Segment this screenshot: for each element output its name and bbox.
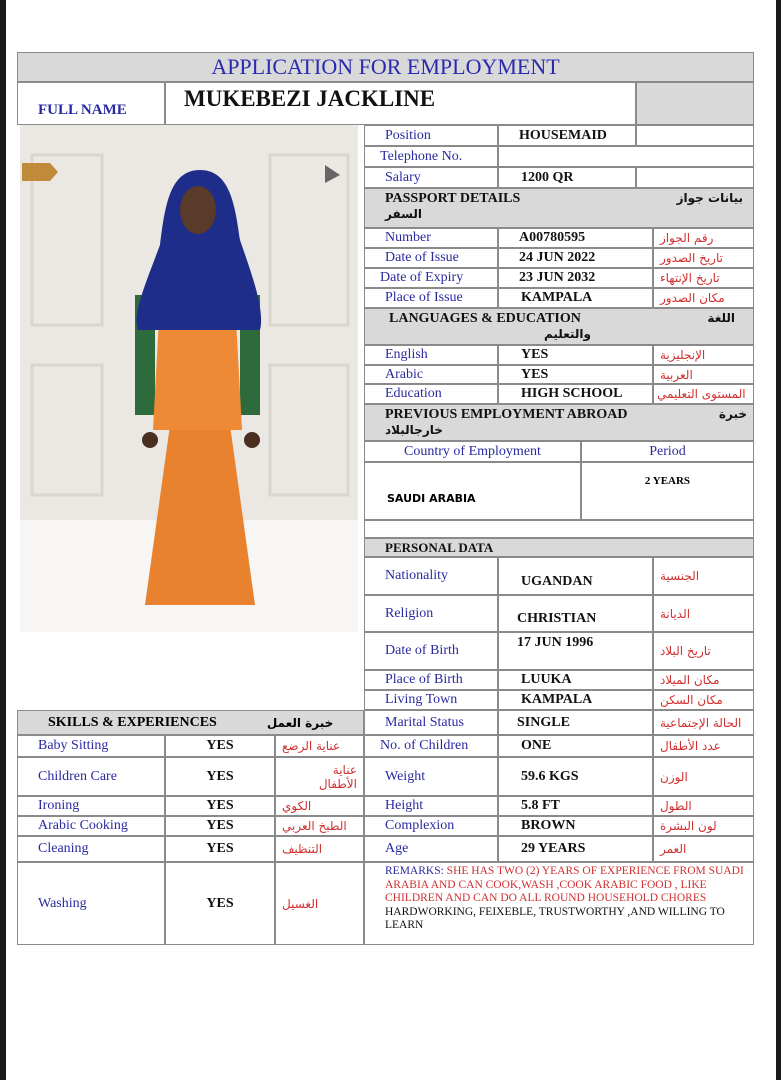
- skill-cleaning-ar: التنظيف: [275, 836, 364, 862]
- date-of-expiry-value: 23 JUN 2032: [498, 268, 653, 288]
- previous-header-text: PREVIOUS EMPLOYMENT ABROAD: [385, 407, 628, 422]
- place-of-issue-label: Place of Issue: [364, 288, 498, 308]
- no-of-children-value: ONE: [498, 735, 653, 757]
- skill-cleaning-value: YES: [165, 836, 275, 862]
- country-column-header: Country of Employment: [364, 441, 581, 462]
- no-of-children-label: No. of Children: [364, 735, 498, 757]
- marital-status-value: SINGLE: [498, 710, 653, 735]
- place-of-birth-label: Place of Birth: [364, 670, 498, 690]
- arabic-ar: العربية: [653, 365, 754, 384]
- right-edge: [776, 0, 781, 1080]
- telephone-label: Telephone No.: [364, 146, 498, 167]
- weight-value: 59.6 KGS: [498, 757, 653, 796]
- weight-ar: الوزن: [653, 757, 754, 796]
- complexion-label: Complexion: [364, 816, 498, 836]
- languages-header: [364, 308, 754, 345]
- age-value: 29 YEARS: [498, 836, 653, 862]
- skill-baby-sitting-label: Baby Sitting: [17, 735, 165, 757]
- place-of-issue-ar: مكان الصدور: [653, 288, 754, 308]
- full-name-label: FULL NAME: [17, 82, 165, 125]
- skill-cleaning-label: Cleaning: [17, 836, 165, 862]
- skill-ironing-label: Ironing: [17, 796, 165, 816]
- passport-header-ar2: السفر: [385, 207, 422, 221]
- empty-cell: [636, 125, 754, 146]
- remarks-label: REMARKS:: [385, 865, 444, 877]
- remarks: [364, 862, 754, 945]
- skill-ironing-ar: الكوي: [275, 796, 364, 816]
- skills-header-text: SKILLS & EXPERIENCES: [48, 714, 217, 730]
- english-value: YES: [498, 345, 653, 365]
- skill-children-care-label: Children Care: [17, 757, 165, 796]
- applicant-photo: [20, 125, 358, 632]
- position-label: Position: [364, 125, 498, 146]
- date-of-expiry-ar: تاريخ الإنتهاء: [653, 268, 754, 288]
- previous-country: SAUDI ARABIA: [364, 462, 581, 520]
- salary-value: 1200 QR: [498, 167, 636, 188]
- skills-header: [17, 710, 364, 735]
- passport-header-ar: بيانات جواز: [676, 191, 743, 205]
- salary-label: Salary: [364, 167, 498, 188]
- height-ar: الطول: [653, 796, 754, 816]
- date-of-birth-value: 17 JUN 1996: [498, 632, 653, 670]
- living-town-label: Living Town: [364, 690, 498, 710]
- arabic-value: YES: [498, 365, 653, 384]
- nationality-value: UGANDAN: [498, 557, 653, 595]
- form-title: APPLICATION FOR EMPLOYMENT: [17, 52, 754, 82]
- passport-header-text: PASSPORT DETAILS: [385, 191, 521, 206]
- previous-period: 2 YEARS: [581, 462, 754, 520]
- languages-header-text: LANGUAGES & EDUCATION: [389, 311, 581, 326]
- telephone-value: [498, 146, 754, 167]
- skill-washing-value: YES: [165, 862, 275, 945]
- position-value: HOUSEMAID: [498, 125, 636, 146]
- place-of-issue-value: KAMPALA: [498, 288, 653, 308]
- empty-row: [364, 520, 754, 538]
- skill-arabic-cooking-value: YES: [165, 816, 275, 836]
- nationality-label: Nationality: [364, 557, 498, 595]
- skills-header-ar: خبرة العمل: [266, 715, 334, 730]
- passport-number-ar: رقم الجواز: [653, 228, 754, 248]
- education-value: HIGH SCHOOL: [498, 384, 653, 404]
- nationality-ar: الجنسية: [653, 557, 754, 595]
- empty-cell: [636, 167, 754, 188]
- english-ar: الإنجليزية: [653, 345, 754, 365]
- empty-cell: [636, 82, 754, 125]
- place-of-birth-value: LUUKA: [498, 670, 653, 690]
- age-label: Age: [364, 836, 498, 862]
- age-ar: العمر: [653, 836, 754, 862]
- marital-status-label: Marital Status: [364, 710, 498, 735]
- skill-children-care-ar: عناية الأطفال: [275, 757, 364, 796]
- skill-washing-label: Washing: [17, 862, 165, 945]
- left-edge: [0, 0, 6, 1080]
- languages-header-ar2: والتعليم: [544, 327, 591, 341]
- skill-ironing-value: YES: [165, 796, 275, 816]
- arabic-label: Arabic: [364, 365, 498, 384]
- date-of-birth-label: Date of Birth: [364, 632, 498, 670]
- languages-header-ar: اللغة: [707, 311, 735, 325]
- skill-washing-ar: الغسيل: [275, 862, 364, 945]
- date-of-issue-ar: تاريخ الصدور: [653, 248, 754, 268]
- living-town-value: KAMPALA: [498, 690, 653, 710]
- full-name-value: MUKEBEZI JACKLINE: [165, 82, 636, 125]
- passport-header: [364, 188, 754, 228]
- complexion-value: BROWN: [498, 816, 653, 836]
- religion-value: CHRISTIAN: [498, 595, 653, 632]
- passport-number-value: A00780595: [498, 228, 653, 248]
- education-label: Education: [364, 384, 498, 404]
- date-of-issue-value: 24 JUN 2022: [498, 248, 653, 268]
- place-of-birth-ar: مكان الميلاد: [653, 670, 754, 690]
- previous-header-ar2: خارجالبلاد: [385, 423, 443, 437]
- skill-baby-sitting-value: YES: [165, 735, 275, 757]
- previous-employment-header: [364, 404, 754, 441]
- skill-arabic-cooking-label: Arabic Cooking: [17, 816, 165, 836]
- date-of-expiry-label: Date of Expiry: [364, 268, 498, 288]
- previous-header-ar: خبرة: [718, 407, 747, 421]
- date-of-issue-label: Date of Issue: [364, 248, 498, 268]
- remarks-highlight: SHE HAS TWO (2) YEARS OF EXPERIENCE FROM SUADI ARABIA AND CAN COOK,WASH ,COOK ARABIC FOOD , LIKE CHILDREN AND CAN DO ALL ROUND HOUSEHOLD CHORES: [385, 865, 744, 904]
- personal-data-header: PERSONAL DATA: [364, 538, 754, 557]
- skill-children-care-value: YES: [165, 757, 275, 796]
- skill-arabic-cooking-ar: الطبخ العربي: [275, 816, 364, 836]
- living-town-ar: مكان السكن: [653, 690, 754, 710]
- no-of-children-ar: عدد الأطفال: [653, 735, 754, 757]
- religion-label: Religion: [364, 595, 498, 632]
- english-label: English: [364, 345, 498, 365]
- skill-baby-sitting-ar: عناية الرضع: [275, 735, 364, 757]
- education-ar: المستوى التعليمي: [653, 384, 754, 404]
- period-column-header: Period: [581, 441, 754, 462]
- height-label: Height: [364, 796, 498, 816]
- religion-ar: الديانة: [653, 595, 754, 632]
- weight-label: Weight: [364, 757, 498, 796]
- height-value: 5.8 FT: [498, 796, 653, 816]
- complexion-ar: لون البشرة: [653, 816, 754, 836]
- remarks-text: HARDWORKING, FEIXEBLE, TRUSTWORTHY ,AND WILLING TO LEARN: [385, 905, 725, 931]
- passport-number-label: Number: [364, 228, 498, 248]
- date-of-birth-ar: تاريخ البلاد: [653, 632, 754, 670]
- marital-status-ar: الحالة الإجتماعية: [653, 710, 754, 735]
